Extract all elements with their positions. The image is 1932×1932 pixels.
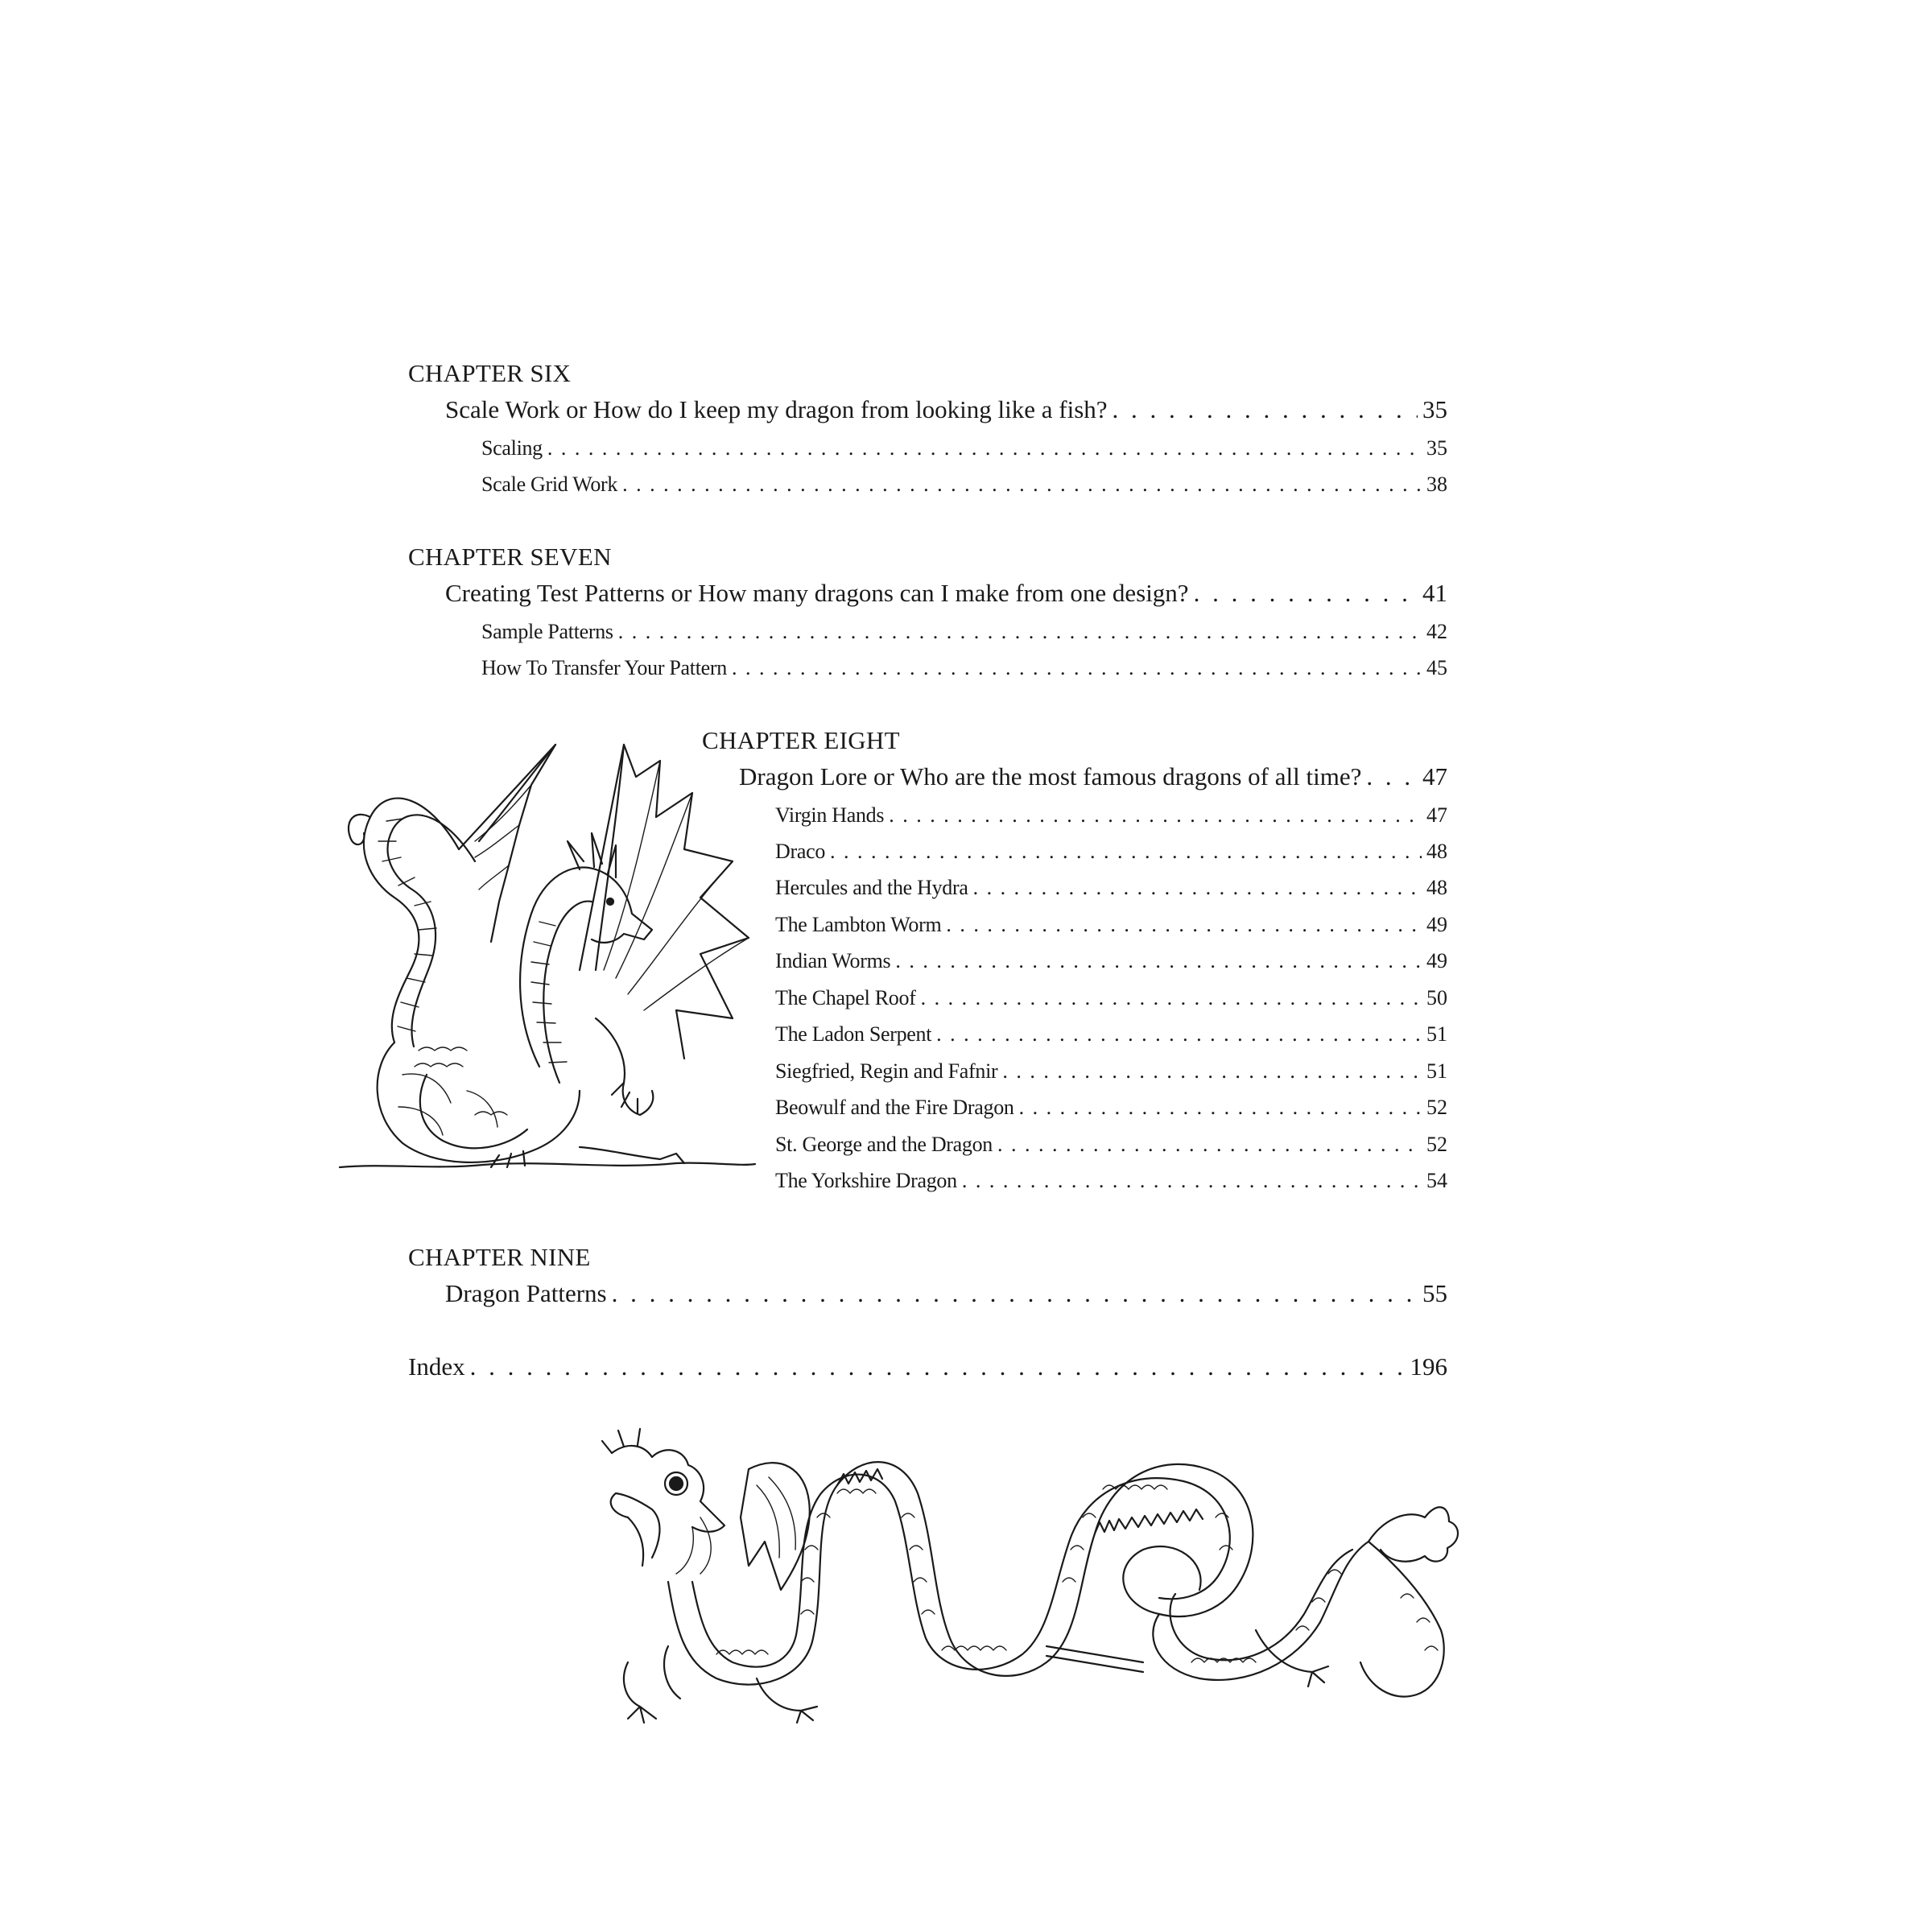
toc-entry-dragon-patterns[interactable]: [445, 1279, 1447, 1308]
dot-leader: [997, 1133, 1422, 1157]
winged-dragon-icon: [338, 729, 757, 1195]
dot-leader: [547, 436, 1422, 460]
dot-leader: [732, 656, 1422, 680]
toc-entry-how-to-transfer[interactable]: [481, 656, 1447, 680]
dot-leader: [1366, 762, 1418, 791]
toc-entry-label: Scale Work or How do I keep my dragon from looking like a fish?: [445, 395, 1108, 423]
toc-entry-indian-worms[interactable]: [775, 949, 1447, 973]
toc-entry-hercules[interactable]: [775, 876, 1447, 900]
toc-entry-label: Scale Grid Work: [481, 473, 618, 496]
toc-entry-dragon-lore[interactable]: [739, 762, 1447, 791]
toc-entry-label: Siegfried, Regin and Fafnir: [775, 1059, 998, 1083]
toc-entry-label: Beowulf and the Fire Dragon: [775, 1096, 1014, 1119]
toc-entry-label: The Ladon Serpent: [775, 1022, 932, 1046]
toc-entry-label: Creating Test Patterns or How many dragons can I make from one design?: [445, 579, 1189, 607]
toc-page-number: 49: [1426, 913, 1447, 936]
toc-entry-label: Index: [408, 1352, 465, 1381]
dot-leader: [618, 620, 1422, 644]
dot-leader: [973, 876, 1422, 900]
dot-leader: [962, 1169, 1422, 1193]
toc-entry-label: Virgin Hands: [775, 803, 885, 827]
toc-entry-label: Dragon Lore or Who are the most famous dragons of all time?: [739, 762, 1362, 791]
toc-page-number: 48: [1426, 840, 1447, 863]
toc-entry-label: Dragon Patterns: [445, 1279, 607, 1307]
toc-entry-beowulf[interactable]: [775, 1096, 1447, 1120]
toc-entry-scale-work[interactable]: [445, 395, 1447, 424]
toc-page-number: 35: [1426, 436, 1447, 460]
dot-leader: [622, 473, 1422, 497]
toc-entry-chapel-roof[interactable]: [775, 986, 1447, 1010]
toc-entry-yorkshire-dragon[interactable]: [775, 1169, 1447, 1193]
toc-entry-sample-patterns[interactable]: [481, 620, 1447, 644]
toc-entry-lambton-worm[interactable]: [775, 913, 1447, 937]
toc-page-number: 52: [1426, 1096, 1447, 1119]
toc-entry-siegfried[interactable]: [775, 1059, 1447, 1084]
toc-page-number: 52: [1426, 1133, 1447, 1156]
toc-page-number: 196: [1410, 1352, 1447, 1381]
toc-page-number: 51: [1426, 1059, 1447, 1083]
toc-page-number: 54: [1426, 1169, 1447, 1192]
toc-entry-virgin-hands[interactable]: [775, 803, 1447, 828]
toc-entry-label: The Lambton Worm: [775, 913, 942, 936]
serpent-dragon-icon: [596, 1421, 1465, 1727]
dot-leader: [1019, 1096, 1422, 1120]
toc-entry-label: Scaling: [481, 436, 543, 460]
toc-entry-ladon-serpent[interactable]: [775, 1022, 1447, 1046]
dot-leader: [1002, 1059, 1422, 1084]
toc-page-number: 42: [1426, 620, 1447, 643]
toc-entry-label: The Chapel Roof: [775, 986, 916, 1009]
toc-page-number: 49: [1426, 949, 1447, 972]
toc-page-number: 47: [1426, 803, 1447, 827]
toc-page-number: 47: [1422, 762, 1447, 791]
toc-page-number: 51: [1426, 1022, 1447, 1046]
dot-leader: [895, 949, 1422, 973]
chapter-eight-heading: CHAPTER EIGHT: [702, 726, 900, 754]
toc-page-number: 41: [1422, 579, 1447, 607]
dot-leader: [830, 840, 1422, 864]
toc-entry-label: How To Transfer Your Pattern: [481, 656, 727, 679]
toc-entry-label: Sample Patterns: [481, 620, 613, 643]
dot-leader: [1194, 579, 1418, 608]
toc-entry-scaling[interactable]: [481, 436, 1447, 460]
toc-entry-scale-grid-work[interactable]: [481, 473, 1447, 497]
dot-leader: [612, 1279, 1418, 1308]
toc-page-number: 45: [1426, 656, 1447, 679]
toc-entry-label: Hercules and the Hydra: [775, 876, 968, 899]
toc-entry-label: Indian Worms: [775, 949, 891, 972]
toc-entry-index[interactable]: [408, 1352, 1447, 1381]
toc-page-number: 55: [1422, 1279, 1447, 1307]
dot-leader: [946, 913, 1422, 937]
toc-entry-draco[interactable]: [775, 840, 1447, 864]
chapter-seven-heading: CHAPTER SEVEN: [408, 543, 612, 571]
chapter-six-heading: CHAPTER SIX: [408, 359, 572, 387]
toc-page-number: 38: [1426, 473, 1447, 496]
toc-entry-creating-test-patterns[interactable]: [445, 579, 1447, 608]
toc-entry-label: St. George and the Dragon: [775, 1133, 993, 1156]
dot-leader: [936, 1022, 1422, 1046]
toc-entry-st-george[interactable]: [775, 1133, 1447, 1157]
toc-page-number: 50: [1426, 986, 1447, 1009]
toc-entry-label: Draco: [775, 840, 826, 863]
dot-leader: [470, 1352, 1406, 1381]
chapter-nine-heading: CHAPTER NINE: [408, 1243, 591, 1271]
toc-entry-label: The Yorkshire Dragon: [775, 1169, 957, 1192]
dot-leader: [921, 986, 1422, 1010]
toc-page-number: 48: [1426, 876, 1447, 899]
dot-leader: [889, 803, 1422, 828]
dot-leader: [1113, 395, 1418, 424]
toc-page-number: 35: [1422, 395, 1447, 423]
